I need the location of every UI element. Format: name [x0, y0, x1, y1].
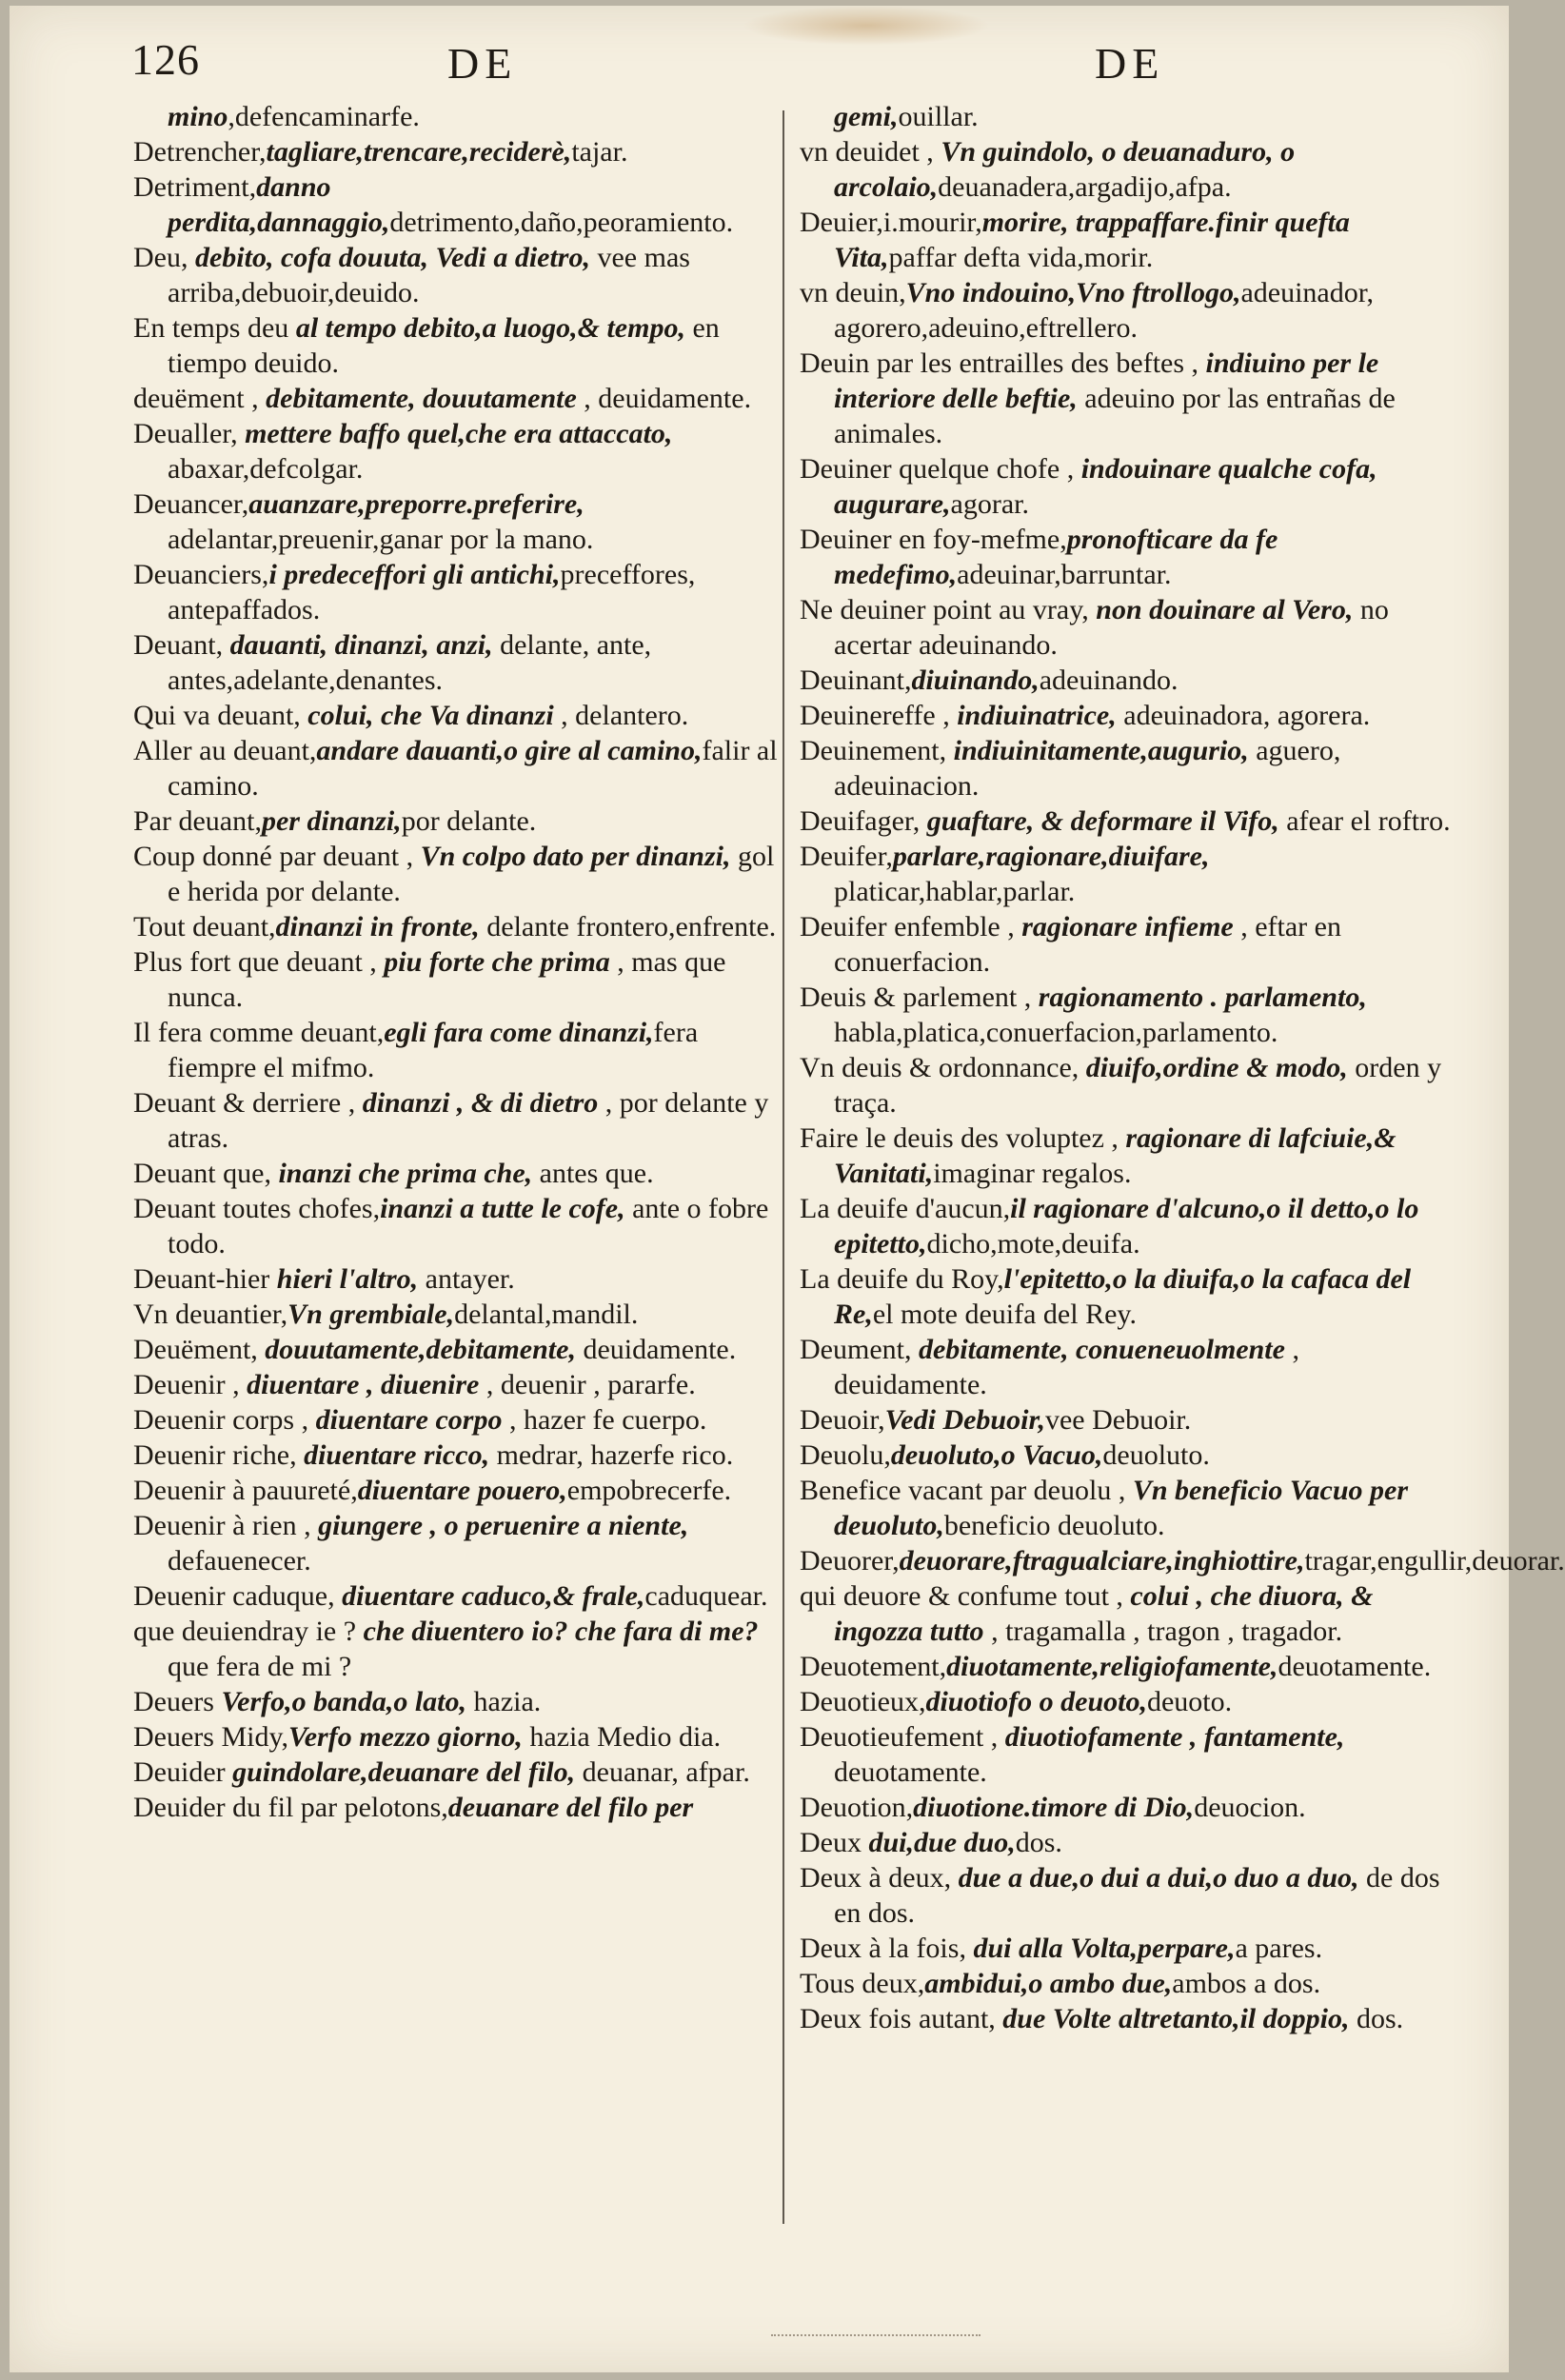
entry-text: no acertar adeuinando. [834, 594, 1389, 661]
italian-gloss: indiuinatrice, [957, 700, 1117, 731]
dictionary-entry [133, 1156, 790, 1191]
entry-text: a pares. [1235, 1933, 1323, 1964]
dictionary-entry [800, 1860, 1456, 1931]
italian-gloss: guindolare,deuanare del filo, [232, 1756, 576, 1788]
dictionary-entry [133, 1015, 790, 1085]
dictionary-entry [800, 698, 1456, 733]
italian-gloss: diuotiofo o deuoto, [925, 1686, 1147, 1717]
dictionary-entry [800, 2001, 1456, 2036]
dictionary-entry [800, 134, 1456, 205]
dictionary-entry [800, 1402, 1456, 1438]
entry-text: deuoto. [1146, 1686, 1233, 1717]
bottom-smudge [771, 2334, 981, 2350]
entry-text: delante, ante, antes,adelante,denantes. [168, 629, 652, 696]
entry-text: dicho,mote,deuifa. [926, 1228, 1140, 1259]
dictionary-entry [133, 1402, 790, 1438]
italian-gloss: parlare,ragionare,diuifare, [892, 841, 1210, 872]
entry-text: Deuancer, [133, 488, 249, 520]
dictionary-entry [133, 1297, 790, 1332]
dictionary-entry [133, 1508, 790, 1578]
entry-text: deuoluto. [1102, 1439, 1210, 1471]
entry-text: Faire le deuis des voluptez , [800, 1122, 1126, 1154]
italian-gloss: Vedi Debuoir, [884, 1404, 1045, 1436]
entry-text: Deuotement, [800, 1651, 947, 1682]
dictionary-entry [800, 451, 1456, 522]
entry-text: Deuotion, [800, 1792, 914, 1823]
italian-gloss: guaftare, & deformare il Vifo, [926, 805, 1279, 837]
dictionary-entry [800, 1473, 1456, 1543]
italian-gloss: morire, trappaffare.finir quefta Vita, [834, 207, 1350, 273]
dictionary-entry [800, 1825, 1456, 1860]
italian-gloss: diuentare caduco,& frale, [342, 1580, 645, 1612]
entry-text: que fera de mi ? [168, 1651, 352, 1682]
entry-text: agorar. [950, 488, 1030, 520]
entry-text: Deux à deux, [800, 1862, 959, 1894]
dictionary-entry [133, 486, 790, 557]
dictionary-entry [133, 381, 790, 416]
entry-text: , delantero. [553, 700, 689, 731]
italian-gloss: Verfo mezzo giorno, [288, 1721, 523, 1753]
entry-text: Deuifer enfemble , [800, 911, 1022, 942]
entry-text: aguero, adeuinacion. [834, 735, 1341, 802]
italian-gloss: dinanzi , & di dietro [362, 1087, 599, 1119]
italian-gloss: il ragionare d'alcuno,o il detto,o lo epitetto, [834, 1193, 1419, 1259]
italian-gloss: douutamente,debitamente, [265, 1334, 576, 1365]
italian-gloss: deuanare del filo per [447, 1792, 694, 1823]
entry-text: Deu, [133, 242, 195, 273]
italian-gloss: dui,due duo, [868, 1827, 1016, 1858]
dictionary-entry [133, 1473, 790, 1508]
italian-gloss: i predeceffori gli antichi, [268, 559, 561, 590]
entry-text: Deuotieufement , [800, 1721, 1005, 1753]
entry-text: orden y traça. [834, 1052, 1442, 1119]
entry-text: Deuider du fil par pelotons, [133, 1792, 448, 1823]
entry-text: Tous deux, [800, 1968, 925, 1999]
entry-text: platicar,hablar,parlar. [834, 876, 1076, 907]
entry-text: abaxar,defcolgar. [168, 453, 364, 485]
entry-text: Deument, [800, 1334, 919, 1365]
dictionary-entry [800, 1332, 1456, 1402]
entry-text: Deuier,i.mourir, [800, 207, 982, 238]
entry-text: Deuinereffe , [800, 700, 958, 731]
dictionary-entry [800, 1649, 1456, 1684]
entry-text: Deuenir à pauureté, [133, 1475, 358, 1506]
italian-gloss: Vn colpo dato per dinanzi, [420, 841, 731, 872]
italian-gloss: gemi, [834, 101, 899, 132]
dictionary-entry [133, 1614, 790, 1684]
dictionary-entry [133, 1367, 790, 1402]
entry-text: hazia. [466, 1686, 542, 1717]
italian-gloss: diuotiofamente , fantamente, [1004, 1721, 1345, 1753]
dictionary-entry [133, 1438, 790, 1473]
entry-text: antes que. [532, 1158, 654, 1189]
italian-gloss: diuifo,ordine & modo, [1085, 1052, 1348, 1083]
entry-text: Deux [800, 1827, 869, 1858]
italian-gloss: Vno indouino,Vno ftrollogo, [905, 277, 1241, 308]
entry-text: Deuant-hier [133, 1263, 277, 1295]
entry-text: ante o fobre todo. [168, 1193, 769, 1259]
italian-gloss: debitamente, douutamente [266, 383, 577, 414]
italian-gloss: per dinanzi, [261, 805, 402, 837]
entry-text: detrimento,daño,peoramiento. [389, 207, 734, 238]
italian-gloss: diuentare ricco, [304, 1439, 490, 1471]
entry-text: adeuinar,barruntar. [957, 559, 1172, 590]
italian-gloss: Vn grembiale, [287, 1299, 455, 1330]
entry-text: ,defencaminarfe. [228, 101, 420, 132]
dictionary-entry [800, 1121, 1456, 1191]
italian-gloss: diuentare corpo [315, 1404, 503, 1436]
entry-text: Deuant, [133, 629, 230, 661]
dictionary-entry [800, 275, 1456, 346]
italian-gloss: andare dauanti,o gire al camino, [316, 735, 703, 766]
dictionary-entry [800, 205, 1456, 275]
entry-text: Deuis & parlement , [800, 982, 1039, 1013]
entry-text: Il fera comme deuant, [133, 1017, 385, 1048]
dictionary-entry [800, 592, 1456, 663]
dictionary-entry [133, 944, 790, 1015]
dictionary-entry [133, 803, 790, 839]
entry-text: Vn deuis & ordonnance, [800, 1052, 1086, 1083]
entry-text: paffar defta vida,morir. [888, 242, 1154, 273]
dictionary-entry [133, 698, 790, 733]
entry-text: deuotamente. [1278, 1651, 1432, 1682]
italian-gloss: indiuinitamente,augurio, [953, 735, 1249, 766]
italian-gloss: deuorare,ftragualciare,inghiottire, [899, 1545, 1305, 1577]
dictionary-entry [133, 557, 790, 627]
right-column [800, 99, 1565, 2036]
entry-text: Tout deuant, [133, 911, 276, 942]
entry-text: deuëment , [133, 383, 267, 414]
entry-text: defauenecer. [168, 1545, 311, 1577]
entry-text: La deuife du Roy, [800, 1263, 1004, 1295]
entry-text: Deuenir caduque, [133, 1580, 343, 1612]
entry-text: el mote deuifa del Rey. [872, 1299, 1137, 1330]
dictionary-entry [800, 1261, 1456, 1332]
italian-gloss: Vn guindolo, o deuanaduro, o arcolaio, [834, 136, 1296, 203]
entry-text: adeuinando. [1039, 664, 1179, 696]
dictionary-entry [800, 663, 1456, 698]
italian-gloss: Vedi a dietro, [435, 242, 598, 273]
entry-text: vn deuidet , [800, 136, 941, 168]
italian-gloss: diuinando, [911, 664, 1040, 696]
entry-text: Benefice vacant par deuolu , [800, 1475, 1133, 1506]
entry-text: , tragamalla , tragon , tragador. [983, 1616, 1343, 1647]
dictionary-entry [133, 1578, 790, 1614]
entry-text: Deuotieux, [800, 1686, 926, 1717]
dictionary-entry [800, 1578, 1456, 1649]
entry-text: medrar, hazerfe rico. [489, 1439, 734, 1471]
italian-gloss: hieri l'altro, [276, 1263, 419, 1295]
dictionary-entry [800, 522, 1456, 592]
entry-text: Deuinant, [800, 664, 912, 696]
italian-gloss: diuentare pouero, [357, 1475, 567, 1506]
entry-text: Par deuant, [133, 805, 262, 837]
dictionary-entry [133, 1719, 790, 1755]
running-head-left: DE [447, 39, 518, 88]
entry-text: En temps deu [133, 312, 296, 344]
italian-gloss: al tempo debito,a luogo,& tempo, [295, 312, 685, 344]
dictionary-entry [800, 1191, 1456, 1261]
italian-gloss: ambidui,o ambo due, [924, 1968, 1173, 1999]
italian-gloss: danno perdita,dannaggio, [168, 171, 390, 238]
italian-gloss: dui alla Volta,perpare, [973, 1933, 1236, 1964]
italian-gloss: dinanzi in fronte, [275, 911, 480, 942]
italian-gloss: inanzi che prima che, [278, 1158, 533, 1189]
entry-text: antayer. [418, 1263, 515, 1295]
running-head-right: DE [1095, 39, 1165, 88]
entry-text: Deuifer, [800, 841, 893, 872]
dictionary-entry [133, 99, 790, 134]
dictionary-entry [800, 803, 1456, 839]
entry-text: Deuoir, [800, 1404, 885, 1436]
entry-text: Deux à la fois, [800, 1933, 974, 1964]
italian-gloss: Verfo,o banda,o lato, [221, 1686, 466, 1717]
entry-text: Deualler, [133, 418, 246, 449]
dictionary-entry [133, 839, 790, 909]
entry-text: tragar,engullir,deuorar. [1304, 1545, 1565, 1577]
dictionary-entry [133, 1332, 790, 1367]
italian-gloss: che diuentero io? che fara di me? [363, 1616, 759, 1647]
entry-text: Deuorer, [800, 1545, 900, 1577]
dictionary-entry [133, 1261, 790, 1297]
entry-text: beneficio deuoluto. [943, 1510, 1165, 1541]
italian-gloss: mettere baffo quel,che era attaccato, [245, 418, 673, 449]
entry-text: por delante. [401, 805, 537, 837]
entry-text: dos. [1015, 1827, 1062, 1858]
entry-text: Deuifager, [800, 805, 927, 837]
italian-gloss: l'epitetto,o la diuifa,o la cafaca del Re, [834, 1263, 1412, 1330]
dictionary-entry [800, 1684, 1456, 1719]
dictionary-entry [133, 733, 790, 803]
dictionary-entry [133, 240, 790, 310]
entry-text: , mas que nunca. [168, 946, 726, 1013]
dictionary-entry [133, 134, 790, 169]
entry-text: Deuant toutes chofes, [133, 1193, 381, 1224]
paper-stain [743, 6, 990, 46]
dictionary-entry [800, 909, 1456, 980]
dictionary-entry [133, 1191, 790, 1261]
left-column [133, 99, 790, 1825]
entry-text: Deux fois autant, [800, 2003, 1003, 2034]
entry-text: ambos a dos. [1172, 1968, 1321, 1999]
italian-gloss: non douinare al Vero, [1096, 594, 1354, 625]
entry-text: adeuino por las entrañas de animales. [834, 383, 1396, 449]
entry-text: Detrencher, [133, 136, 267, 168]
dictionary-entry [800, 1719, 1456, 1790]
entry-text: tajar. [571, 136, 628, 168]
entry-text: deuanadera,argadijo,afpa. [938, 171, 1232, 203]
italian-gloss: Vn beneficio Vacuo per deuoluto, [834, 1475, 1409, 1541]
dictionary-entry [133, 627, 790, 698]
entry-text: Deuiner en foy-mefme, [800, 524, 1067, 555]
entry-text: qui deuore & confume tout , [800, 1580, 1131, 1612]
entry-text: deuidamente. [575, 1334, 737, 1365]
italian-gloss: due a due,o dui a dui,o duo a duo, [958, 1862, 1359, 1894]
entry-text: Coup donné par deuant , [133, 841, 421, 872]
entry-text: afear el roftro. [1278, 805, 1451, 837]
entry-text: adelantar,preuenir,ganar por la mano. [168, 524, 594, 555]
entry-text: Qui va deuant, [133, 700, 308, 731]
entry-text: delante frontero,enfrente. [479, 911, 777, 942]
dictionary-entry [133, 310, 790, 381]
entry-text: Deuenir riche, [133, 1439, 305, 1471]
dictionary-entry [800, 839, 1456, 909]
dictionary-entry [133, 1755, 790, 1790]
entry-text: , por delante y atras. [168, 1087, 769, 1154]
entry-text: falir al camino. [168, 735, 778, 802]
entry-text: Deuider [133, 1756, 233, 1788]
italian-gloss: tagliare,trencare,reciderè, [266, 136, 572, 168]
italian-gloss: egli fara come dinanzi, [384, 1017, 654, 1048]
italian-gloss: ragionare infieme [1021, 911, 1234, 942]
entry-text: de dos en dos. [834, 1862, 1440, 1929]
entry-text: empobrecerfe. [566, 1475, 732, 1506]
entry-text: Deuenir , [133, 1369, 248, 1400]
entry-text: Aller au deuant, [133, 735, 317, 766]
entry-text: adeuinador, agorero,adeuino,eftrellero. [834, 277, 1375, 344]
italian-gloss: diuotione.timore di Dio, [913, 1792, 1195, 1823]
entry-text: fera fiempre el mifmo. [168, 1017, 699, 1083]
entry-text: Deuiner quelque chofe , [800, 453, 1081, 485]
entry-text: , hazer fe cuerpo. [502, 1404, 707, 1436]
dictionary-entry [800, 1438, 1456, 1473]
dictionary-entry [800, 1966, 1456, 2001]
italian-gloss: colui , che diuora, & ingozza tutto [834, 1580, 1374, 1647]
entry-text: gol e herida por delante. [168, 841, 775, 907]
entry-text: Deuinement, [800, 735, 954, 766]
dictionary-entry [800, 99, 1456, 134]
entry-text: dos. [1349, 2003, 1404, 2034]
italian-gloss: pronofticare da fe medefimo, [834, 524, 1278, 590]
italian-gloss: debito, cofa douuta, [194, 242, 436, 273]
italian-gloss: inanzi a tutte le cofe, [380, 1193, 625, 1224]
entry-text: vn deuin, [800, 277, 906, 308]
entry-text: Detriment, [133, 171, 257, 203]
entry-text: que deuiendray ie ? [133, 1616, 364, 1647]
entry-text: deuanar, afpar. [575, 1756, 750, 1788]
dictionary-entry [133, 1790, 790, 1825]
page-number: 126 [131, 35, 200, 84]
entry-text: Deuanciers, [133, 559, 269, 590]
entry-text: vee Debuoir. [1044, 1404, 1192, 1436]
dictionary-entry [800, 1790, 1456, 1825]
entry-text: deuocion. [1194, 1792, 1306, 1823]
italian-gloss: indouinare qualche cofa, augurare, [834, 453, 1377, 520]
entry-text: La deuife d'aucun, [800, 1193, 1011, 1224]
entry-text: Deuëment, [133, 1334, 266, 1365]
italian-gloss: dauanti, dinanzi, anzi, [229, 629, 493, 661]
italian-gloss: piu forte che prima [384, 946, 610, 978]
italian-gloss: ragionare di lafciuie,& Vanitati, [834, 1122, 1397, 1189]
italian-gloss: mino [168, 101, 228, 132]
entry-text: Vn deuantier, [133, 1299, 288, 1330]
entry-text: imaginar regalos. [933, 1158, 1132, 1189]
entry-text: deuotamente. [834, 1756, 987, 1788]
entry-text: habla,platica,conuerfacion,parlamento. [834, 1017, 1278, 1048]
entry-text: vee mas arriba,debuoir,deuido. [168, 242, 690, 308]
italian-gloss: giungere , o peruenire a niente, [318, 1510, 689, 1541]
dictionary-entry [133, 909, 790, 944]
entry-text: ouillar. [898, 101, 979, 132]
italian-gloss: indiuino per le interiore delle beftie, [834, 347, 1379, 414]
entry-text: , deuidamente. [834, 1334, 1299, 1400]
italian-gloss: deuoluto,o Vacuo, [890, 1439, 1103, 1471]
dictionary-entry [800, 1931, 1456, 1966]
entry-text: Deuolu, [800, 1439, 891, 1471]
entry-text: en tiempo deuido. [168, 312, 720, 379]
entry-text: , deuidamente. [576, 383, 752, 414]
entry-text: Deuenir à rien , [133, 1510, 319, 1541]
italian-gloss: diuotamente,religiofamente, [946, 1651, 1278, 1682]
italian-gloss: debitamente, conueneuolmente [918, 1334, 1285, 1365]
dictionary-entry [800, 733, 1456, 803]
dictionary-entry [133, 1684, 790, 1719]
dictionary-entry [800, 980, 1456, 1050]
italian-gloss: auanzare,preporre.preferire, [248, 488, 584, 520]
dictionary-entry [133, 416, 790, 486]
entry-text: hazia Medio dia. [522, 1721, 722, 1753]
italian-gloss: diuentare , diuenire [247, 1369, 480, 1400]
italian-gloss: ragionamento . parlamento, [1038, 982, 1367, 1013]
entry-text: caduquear. [644, 1580, 768, 1612]
entry-text: , deuenir , pararfe. [479, 1369, 696, 1400]
entry-text: Deuers Midy, [133, 1721, 289, 1753]
entry-text: preceffores, antepaffados. [168, 559, 696, 625]
entry-text: delantal,mandil. [454, 1299, 639, 1330]
entry-text: Deuin par les entrailles des beftes , [800, 347, 1206, 379]
entry-text: Deuenir corps , [133, 1404, 316, 1436]
dictionary-page [10, 6, 1565, 2372]
column-divider [782, 110, 784, 2224]
entry-text: Plus fort que deuant , [133, 946, 385, 978]
dictionary-entry [133, 1085, 790, 1156]
entry-text: Ne deuiner point au vray, [800, 594, 1097, 625]
entry-text: adeuinadora, agorera. [1116, 700, 1371, 731]
dictionary-entry [800, 346, 1456, 451]
italian-gloss: colui, che Va dinanzi [307, 700, 554, 731]
dictionary-entry [800, 1543, 1565, 1578]
dictionary-entry [800, 1050, 1456, 1121]
entry-text: Deuant & derriere , [133, 1087, 363, 1119]
entry-text: Deuers [133, 1686, 222, 1717]
entry-text: Deuant que, [133, 1158, 279, 1189]
dictionary-entry [133, 169, 790, 240]
italian-gloss: due Volte altretanto,il doppio, [1002, 2003, 1350, 2034]
entry-text: , eftar en conuerfacion. [834, 911, 1341, 978]
